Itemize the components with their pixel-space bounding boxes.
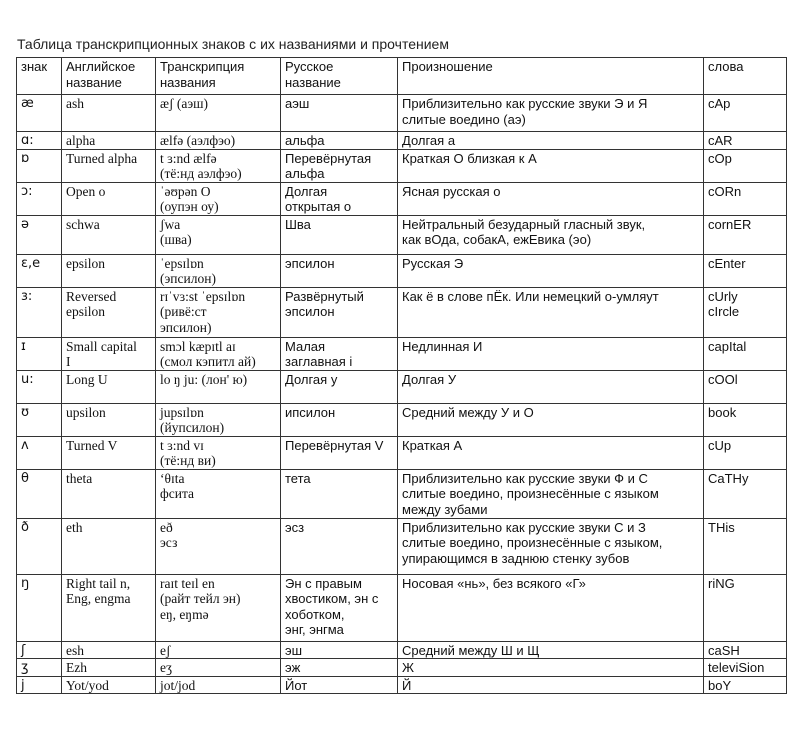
cell-words: cAR [704, 132, 787, 150]
table-row [17, 337, 787, 370]
table-row [17, 641, 787, 659]
cell-sign: ɜ: [17, 287, 62, 337]
cell-pronunciation: Краткая А [398, 436, 704, 469]
cell-pronunciation: Нейтральный безударный гласный звук, как вОда, собакА, ежЕвика (эо) [398, 215, 704, 254]
cell-pronunciation: Как ё в слове пЁк. Или немецкий о-умляут [398, 287, 704, 337]
cell-pronunciation: Приблизительно как русские звуки Э и Я слитые воедино (аэ) [398, 95, 704, 132]
cell-english: Long U [62, 370, 156, 403]
cell-russian: Долгая открытая о [281, 182, 398, 215]
cell-sign: ʃ [17, 641, 62, 659]
cell-transcription: jot/jod [156, 676, 281, 694]
table-row [17, 574, 787, 641]
cell-transcription: t ɜ:nd vɪ (тё:нд ви) [156, 436, 281, 469]
page-title: Таблица транскрипционных знаков с их названиями и прочтением [17, 36, 449, 52]
cell-russian: тета [281, 469, 398, 518]
cell-transcription: ælfə (аэлфэо) [156, 132, 281, 150]
cell-words: televiSion [704, 659, 787, 677]
cell-sign: æ [17, 95, 62, 132]
cell-words: cAp [704, 95, 787, 132]
table-row [17, 403, 787, 436]
cell-english: ash [62, 95, 156, 132]
transcription-table [16, 57, 787, 694]
cell-pronunciation: Носовая «нь», без всякого «Г» [398, 574, 704, 641]
cell-russian: Перевёрнутая альфа [281, 149, 398, 182]
table-row [17, 370, 787, 403]
col-header-sign: знак [17, 58, 62, 95]
cell-pronunciation: Долгая У [398, 370, 704, 403]
table-row [17, 676, 787, 694]
cell-transcription: ‘θɪta фсита [156, 469, 281, 518]
cell-words: cORn [704, 182, 787, 215]
cell-english: upsilon [62, 403, 156, 436]
cell-russian: Долгая у [281, 370, 398, 403]
cell-pronunciation: Ж [398, 659, 704, 677]
cell-english: schwa [62, 215, 156, 254]
cell-pronunciation: Приблизительно как русские звуки С и З слитые воедино, произнесённые с языком, упирающимся в заднюю стенку зубов [398, 518, 704, 574]
cell-pronunciation: Недлинная И [398, 337, 704, 370]
cell-russian: эш [281, 641, 398, 659]
cell-pronunciation: Средний между У и О [398, 403, 704, 436]
table-row [17, 518, 787, 574]
cell-transcription: rɪˈvɜ:st ˈepsɪlɒn (ривё:ст эпсилон) [156, 287, 281, 337]
cell-words: cEnter [704, 254, 787, 287]
table-row [17, 149, 787, 182]
cell-sign: ɪ [17, 337, 62, 370]
cell-russian: Йот [281, 676, 398, 694]
cell-russian: Эн с правым хвостиком, эн с хоботком, энг, энгма [281, 574, 398, 641]
cell-english: Small capital I [62, 337, 156, 370]
table-row [17, 254, 787, 287]
table-row [17, 287, 787, 337]
cell-russian: альфа [281, 132, 398, 150]
cell-russian: ипсилон [281, 403, 398, 436]
cell-words: cornER [704, 215, 787, 254]
table-row [17, 95, 787, 132]
cell-english: epsilon [62, 254, 156, 287]
cell-words: cUp [704, 436, 787, 469]
cell-russian: эсз [281, 518, 398, 574]
cell-russian: Развёрнутый эпсилон [281, 287, 398, 337]
table-row [17, 469, 787, 518]
cell-russian: эж [281, 659, 398, 677]
cell-words: CaTHy [704, 469, 787, 518]
cell-english: esh [62, 641, 156, 659]
cell-sign: j [17, 676, 62, 694]
cell-english: alpha [62, 132, 156, 150]
col-header-words: слова [704, 58, 787, 95]
cell-russian: Малая заглавная i [281, 337, 398, 370]
cell-sign: ɛ,e [17, 254, 62, 287]
cell-sign: ŋ [17, 574, 62, 641]
table-row [17, 132, 787, 150]
cell-russian: эпсилон [281, 254, 398, 287]
cell-english: Open o [62, 182, 156, 215]
col-header-pronunciation: Произношение [398, 58, 704, 95]
cell-pronunciation: Й [398, 676, 704, 694]
cell-words: riNG [704, 574, 787, 641]
table-row [17, 436, 787, 469]
cell-sign: u: [17, 370, 62, 403]
cell-transcription: lo ŋ ju: (лон' ю) [156, 370, 281, 403]
cell-transcription: eð эсз [156, 518, 281, 574]
cell-transcription: ˈəʊpən O (оупэн оу) [156, 182, 281, 215]
cell-english: Yot/yod [62, 676, 156, 694]
cell-sign: ɒ [17, 149, 62, 182]
cell-transcription: smɔl kæpɪtl aɪ (смол кэпитл ай) [156, 337, 281, 370]
cell-sign: ʊ [17, 403, 62, 436]
cell-russian: Шва [281, 215, 398, 254]
cell-pronunciation: Краткая О близкая к А [398, 149, 704, 182]
cell-transcription: ʃwa (шва) [156, 215, 281, 254]
table-row [17, 182, 787, 215]
cell-transcription: ˈepsɪlɒn (эпсилон) [156, 254, 281, 287]
cell-english: theta [62, 469, 156, 518]
table-header-row [17, 58, 787, 95]
cell-transcription: raɪt teɪl en (райт тейл эн) eŋ, eŋmə [156, 574, 281, 641]
table-body [17, 95, 787, 694]
cell-english: eth [62, 518, 156, 574]
cell-english: Turned V [62, 436, 156, 469]
cell-pronunciation: Ясная русская о [398, 182, 704, 215]
cell-pronunciation: Русская Э [398, 254, 704, 287]
cell-pronunciation: Долгая а [398, 132, 704, 150]
cell-english: Right tail n, Eng, engma [62, 574, 156, 641]
cell-sign: ʒ [17, 659, 62, 677]
cell-words: cOOl [704, 370, 787, 403]
cell-sign: ɔ: [17, 182, 62, 215]
col-header-russian: Русское название [281, 58, 398, 95]
cell-transcription: eʃ [156, 641, 281, 659]
cell-words: cUrly cIrcle [704, 287, 787, 337]
cell-english: Ezh [62, 659, 156, 677]
cell-transcription: t ɜ:nd ælfə (тё:нд аэлфэо) [156, 149, 281, 182]
cell-words: caSH [704, 641, 787, 659]
cell-russian: Перевёрнутая V [281, 436, 398, 469]
cell-words: boY [704, 676, 787, 694]
cell-sign: θ [17, 469, 62, 518]
cell-pronunciation: Приблизительно как русские звуки Ф и С слитые воедино, произнесённые с языком между зубами [398, 469, 704, 518]
cell-russian: аэш [281, 95, 398, 132]
cell-words: cOp [704, 149, 787, 182]
cell-english: Turned alpha [62, 149, 156, 182]
cell-sign: ɑ: [17, 132, 62, 150]
cell-transcription: eʒ [156, 659, 281, 677]
cell-words: book [704, 403, 787, 436]
cell-sign: ð [17, 518, 62, 574]
cell-english: Reversed epsilon [62, 287, 156, 337]
col-header-english: Английское название [62, 58, 156, 95]
cell-words: capItal [704, 337, 787, 370]
cell-transcription: æʃ (аэш) [156, 95, 281, 132]
table-row [17, 659, 787, 677]
table-row [17, 215, 787, 254]
cell-sign: ʌ [17, 436, 62, 469]
col-header-transcription: Транскрипция названия [156, 58, 281, 95]
cell-transcription: jupsɪlɒn (йупсилон) [156, 403, 281, 436]
cell-sign: ə [17, 215, 62, 254]
cell-pronunciation: Средний между Ш и Щ [398, 641, 704, 659]
cell-words: THis [704, 518, 787, 574]
